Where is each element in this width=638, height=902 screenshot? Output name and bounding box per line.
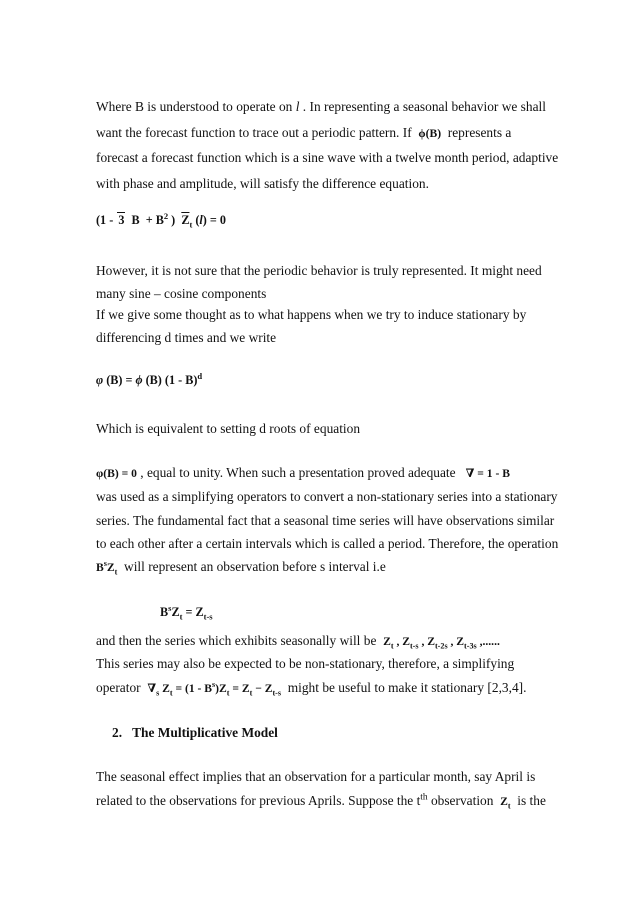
section-heading — [112, 725, 278, 741]
inline-eq-phi-b: ϕ(B) — [418, 127, 442, 140]
para-line-15: and then the series which exhibits seasonally will be $Z_t$ , $Z_{t-s}$ , $Z_{t-2s}$ , $Z_{t-3s}$ ,...... — [96, 633, 500, 651]
para-line-14: $B^sZ_t$ will represent an observation before s interval i.e — [96, 559, 386, 577]
para-line-17: operator $\nabla_s$ $Z_t = (1 - B^s)Z_t = Z_t - Z_{t-s}$ might be useful to make it stationary [2,3,4]. — [96, 680, 527, 698]
para-line-12: series. The fundamental fact that a seasonal time series will have observations similar — [96, 513, 555, 528]
para-line-8: differencing d times and we write — [96, 330, 277, 345]
para-line-18: The seasonal effect implies that an observation for a particular month, say April is — [96, 769, 536, 784]
inline-eq-nabla: ∇ = 1 - B — [465, 467, 510, 480]
para-line-19: related to the observations for previous Aprils. Suppose the $t^{th}$ observation $Z_t$ is the — [96, 792, 546, 811]
para-line-4: with phase and amplitude, will satisfy the difference equation. — [96, 176, 429, 191]
para-line-11: was used as a simplifying operators to convert a non-stationary series into a stationary — [96, 489, 558, 504]
inline-eq-phi-zero: φ(B) = 0 — [96, 467, 137, 480]
para-line-9: Which is equivalent to setting d roots of equation — [96, 421, 361, 436]
para-line-13: to each other after a certain intervals which is called a period. Therefore, the operation — [96, 536, 559, 551]
para-line-1: Where B is understood to operate on l . In representing a seasonal behavior we shall — [96, 99, 546, 114]
section-number: 2. — [112, 725, 123, 740]
para-line-16: This series may also be expected to be non-stationary, therefore, a simplifying — [96, 656, 515, 671]
equation-1: (1 - 3 $B + B^2$ ) $\overline{Z}_t$ (l) = 0 — [96, 210, 226, 230]
para-line-6: many sine – cosine components — [96, 286, 267, 301]
inline-eq-zt: $Z_t$ — [500, 795, 511, 811]
section-title: The Multiplicative Model — [132, 725, 278, 740]
para-line-5: However, it is not sure that the periodic behavior is truly represented. It might need — [96, 263, 542, 278]
equation-2: φ (B) = ϕ (B) (1 - B)$^d$ — [96, 370, 203, 387]
para-line-7: If we give some thought as to what happens when we try to induce stationary by — [96, 307, 527, 322]
inline-eq-series: $Z_t$ , $Z_{t-s}$ , $Z_{t-2s}$ , $Z_{t-3s}$ ,...... — [383, 635, 500, 651]
equation-3: $B^sZ_t = Z_{t-s}$ — [160, 602, 213, 622]
para-line-10: φ(B) = 0 , equal to unity. When such a presentation proved adequate ∇ = 1 - B — [96, 465, 510, 480]
inline-eq-bs-zt: $B^sZ_t$ — [96, 559, 118, 577]
inline-eq-seasonal-difference: $\nabla_s$ $Z_t = (1 - B^s)Z_t = Z_t - Z_{t-s}$ — [147, 680, 282, 698]
para-line-3: forecast a forecast function which is a sine wave with a twelve month period, adaptive — [96, 150, 559, 165]
para-line-2: want the forecast function to trace out a periodic pattern. If ϕ(B) represents a — [96, 125, 512, 140]
